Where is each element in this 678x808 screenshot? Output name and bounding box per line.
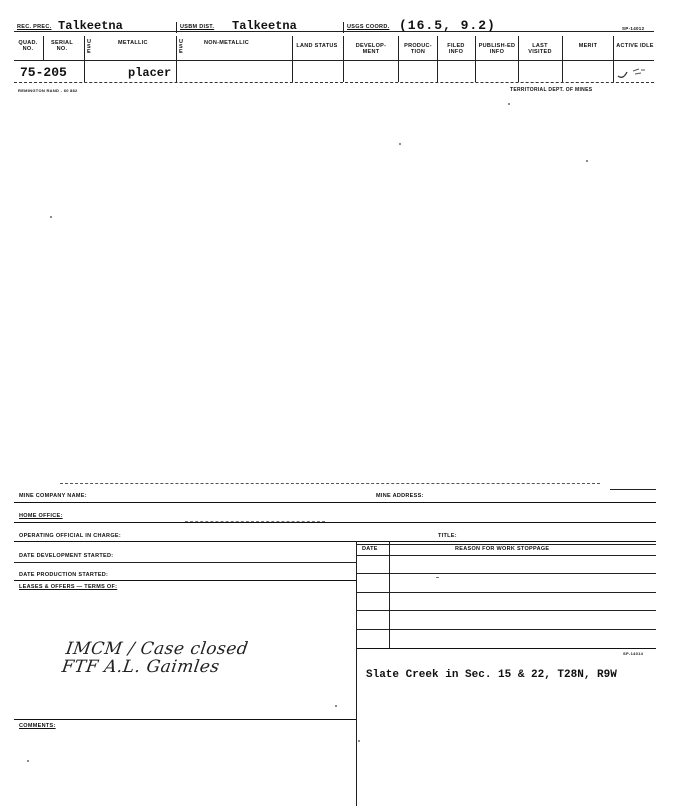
handwritten-note-line2: FTF A.L. Gaimles [60, 657, 222, 677]
reason-col-label: REASON FOR WORK STOPPAGE [455, 546, 550, 552]
col-serial-no: SERIAL NO. [51, 40, 73, 52]
mine-company-name-label: MINE COMPANY NAME: [19, 493, 87, 499]
usbm-dist-label: USBM DIST. [180, 24, 215, 30]
usgs-coord-label: USGS COORD. [347, 24, 390, 30]
comments-label: COMMENTS: [19, 723, 56, 729]
leases-label: LEASES & OFFERS — TERMS OF: [19, 584, 118, 590]
col-metallic: METALLIC [118, 40, 148, 46]
col-active-idle: ACTIVE IDLE [616, 43, 654, 49]
date-development-label: DATE DEVELOPMENT STARTED: [19, 553, 114, 559]
rec-prec-label: REC. PREC. [17, 24, 52, 30]
col-filed-info: FILED INFO [447, 43, 465, 55]
location-note: Slate Creek in Sec. 15 & 22, T28N, R9W [366, 669, 617, 681]
col-last-visited: LAST VISITED [528, 43, 552, 55]
usgs-coord-value: (16.5, 9.2) [399, 18, 496, 33]
form-number-bottom: SP-14014 [623, 651, 644, 656]
dept-line: TERRITORIAL DEPT. OF MINES [510, 87, 593, 93]
date-col-label: DATE [362, 546, 378, 552]
date-production-label: DATE PRODUCTION STARTED: [19, 572, 109, 578]
col-merit: MERIT [578, 43, 598, 49]
printer-line: REMINGTON RAND - 60 [18, 88, 69, 93]
col-published-info: PUBLISH-ED INFO [478, 43, 516, 55]
col-land-status: LAND STATUS [296, 43, 338, 49]
col-quad-no: QUAD. NO. [18, 40, 38, 52]
home-office-label: HOME OFFICE: [19, 513, 63, 519]
col-production: PRODUC-TION [404, 43, 432, 55]
printer-code: 882 [70, 88, 78, 93]
active-check-mark [615, 62, 655, 82]
title-label: TITLE: [438, 533, 457, 539]
col-non-metallic: NON-METALLIC [204, 40, 250, 46]
metallic-value: placer [128, 66, 172, 80]
mine-address-label: MINE ADDRESS: [376, 493, 424, 499]
handwritten-note-line1: IMCM / Case closed [64, 639, 250, 659]
quad-serial-value: 75-205 [20, 65, 67, 80]
operating-official-label: OPERATING OFFICIAL IN CHARGE: [19, 533, 121, 539]
form-number: SP-14012 [622, 26, 645, 31]
rec-prec-value: Talkeetna [58, 19, 123, 33]
col-development: DEVELOP-MENT [355, 43, 387, 55]
usbm-dist-value: Talkeetna [232, 19, 297, 33]
col-use-metallic: U S E [87, 39, 92, 55]
col-use-nonmetallic: U S E [179, 39, 184, 55]
